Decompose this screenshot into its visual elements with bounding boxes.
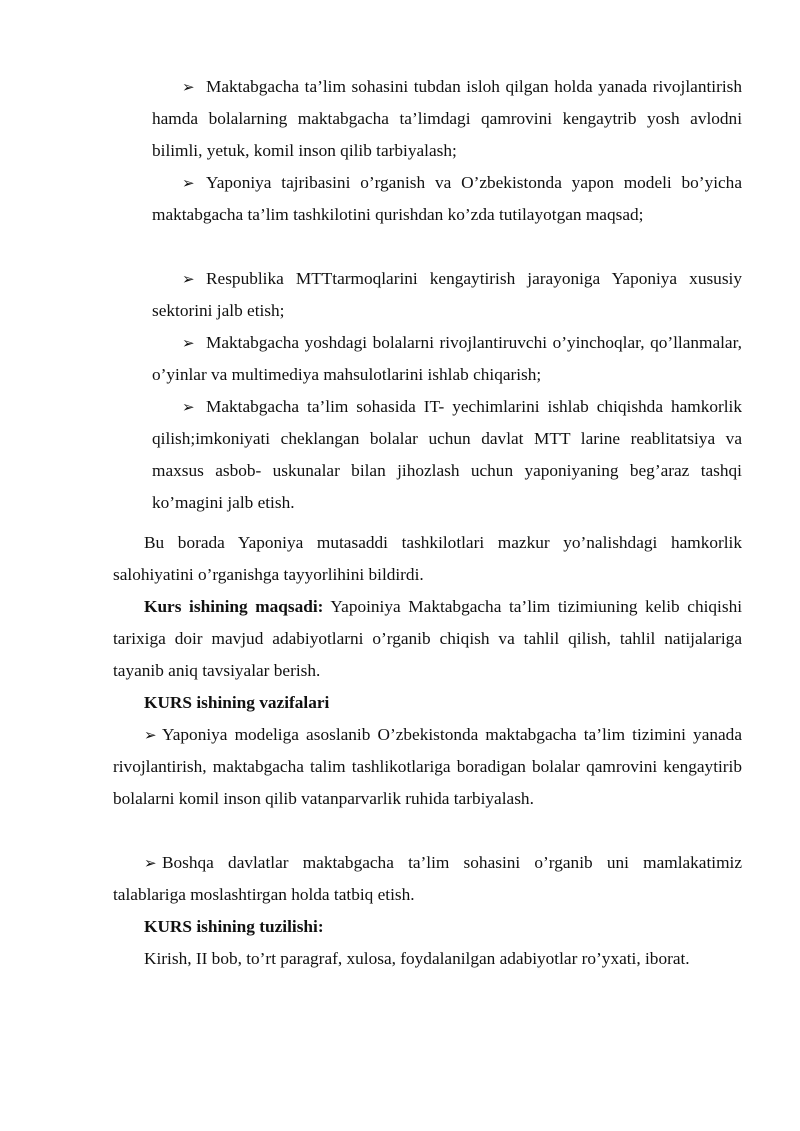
bullet-text: Maktabgacha yoshdagi bolalarni rivojlantiruvchi o’yinchoqlar, qo’llanmalar, o’yinlar va multimediya mahsulotlarini ishlab chiqarish; — [152, 333, 742, 384]
task-text: Yaponiya modeliga asoslanib O’zbekistonda maktabgacha ta’lim tizimini yanada rivojlantirish, maktabgacha talim tashlikotlariga boradigan bolalar qamrovini kengaytirib bolalarni komil inson qilib vatanparvarlik ruhida tarbiyalash. — [113, 725, 742, 808]
goal-label: Kurs ishining maqsadi: — [144, 597, 324, 616]
arrow-bullet-icon: ➢ — [182, 78, 195, 96]
arrow-bullet-icon: ➢ — [182, 270, 195, 288]
tasks-heading: KURS ishining vazifalari — [144, 693, 330, 712]
paragraph-japan-cooperation: Bu borada Yaponiya mutasaddi tashkilotlari mazkur yo’nalishdagi hamkorlik salohiyatini o’rganishga tayyorlihini bildirdi. — [113, 533, 742, 584]
arrow-bullet-icon: ➢ — [182, 334, 195, 352]
bullet-item — [152, 71, 742, 167]
bullet-text: Maktabgacha ta’lim sohasini tubdan isloh qilgan holda yanada rivojlantirish hamda bolalarning maktabgacha ta’limdagi qamrovini kengaytrib yosh avlodni bilimli, yetuk, komil inson qilib tarbiyalash; — [152, 77, 742, 160]
arrow-bullet-icon: ➢ — [182, 398, 195, 416]
structure-heading: KURS ishining tuzilishi: — [144, 917, 324, 936]
bullet-item — [152, 327, 742, 391]
arrow-bullet-icon: ➢ — [144, 854, 157, 872]
goal-text: Yapoiniya Maktabgacha ta’lim tizimiuning kelib chiqishi tarixiga doir mavjud adabiyotlarni o’rganib chiqish va tahlil qilish, tahlil natijalariga tayanib aniq tavsiyalar berish. — [113, 597, 743, 680]
structure-paragraph: Kirish, II bob, to’rt paragraf, xulosa, foydalanilgan adabiyotlar ro’yxati, iborat. — [144, 949, 690, 968]
bullet-item — [152, 391, 742, 519]
arrow-bullet-icon: ➢ — [182, 174, 195, 192]
bullet-text: Maktabgacha ta’lim sohasida IT- yechimlarini ishlab chiqishda hamkorlik qilish;imkoniyati cheklangan bolalar uchun davlat MTT larine reablitatsiya va maxsus asbob- uskunalar bilan jihozlash uchun yaponiyaning beg’araz tashqi ko’magini jalb etish. — [152, 397, 742, 512]
goal-paragraph — [113, 591, 742, 687]
bullet-item — [152, 167, 742, 231]
bullet-item — [152, 263, 742, 327]
arrow-bullet-icon: ➢ — [144, 726, 157, 744]
task-text: Boshqa davlatlar maktabgacha ta’lim sohasini o’rganib uni mamlakatimiz talablariga moslashtirgan holda tatbiq etish. — [113, 853, 742, 904]
bullet-text: Respublika MTTtarmoqlarini kengaytirish jarayoniga Yaponiya xususiy sektorini jalb etish; — [152, 269, 742, 320]
task-item — [113, 847, 742, 911]
task-item — [113, 719, 742, 815]
bullet-text: Yaponiya tajribasini o’rganish va O’zbekistonda yapon modeli bo’yicha maktabgacha ta’lim tashkilotini qurishdan ko’zda tutilayotgan maqsad; — [152, 173, 742, 224]
